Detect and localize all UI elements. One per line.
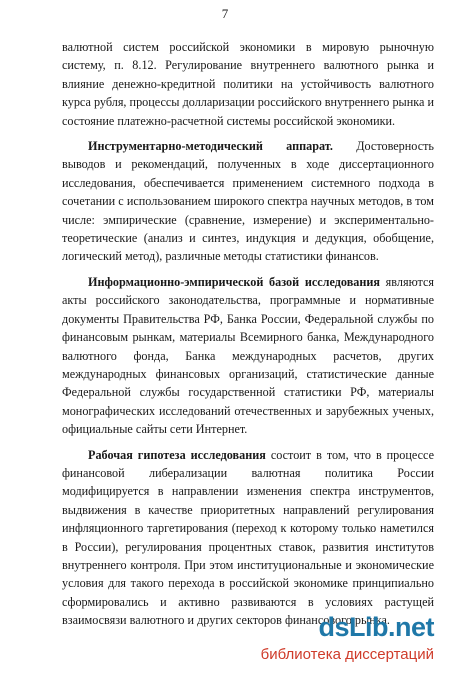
watermark-logo: dsLib.net (318, 612, 434, 642)
watermark-caption: библиотека диссертаций (260, 646, 434, 663)
watermark (238, 612, 438, 672)
paragraph-methodology (62, 137, 434, 266)
hypothesis-term: Рабочая гипотеза исследования (88, 447, 266, 462)
information-base-term: Информационно-эмпирической базой исследования (88, 274, 381, 289)
information-base-text: являются акты российского законодательства, программные и нормативные документы Правительства РФ, Банка России, Федеральной службы по финансовым рынкам, материалы Всемирного банка, Международного валютного фонда, Банка международных расчетов, других международных финансовых организаций, статистические данные Федеральной службы государственной статистики РФ, материалы монографических исследований отечественных и зарубежных ученых, официальные сайты сети Интернет. (62, 274, 435, 437)
paragraph-continuation: валютной систем российской экономики в мировую рыночную систему, п. 8.12. Регулирование внутреннего валютного рынка и влияние денежно-кредитной политики на устойчивость валютного курса рубля, процессы долларизации российского внутреннего рынка и состояние платежно-расчетной системы российской экономики. (62, 40, 434, 128)
methodology-text: Достоверность выводов и рекомендаций, полученных в ходе диссертационного исследования, обеспечивается применением системного подхода в сочетании с использованием широкого спектра научных методов, в том числе: эмпирические (сравнение, измерение) и экспериментально-теоретические (анализ и синтез, индукция и дедукция, обобщение, логический метод), различные методы статистики финансов. (62, 139, 434, 264)
paragraph-information-base (62, 273, 434, 439)
methodology-term: Инструментарно-методический аппарат. (88, 139, 333, 154)
paragraph-hypothesis (62, 446, 434, 630)
hypothesis-text: состоит в том, что в процессе финансовой либерализации валютная политика России модифицируется в направлении изменения спектра инструментов, выдвижения в качестве приоритетных направлений регулирования инфляционного таргетирования (переход к которому только наметился в России), регулирования процентных ставок, развития институтов внутреннего контроля. При этом институциональные и экономические условия для такого перехода в российской экономике принципиально сформировались и активно развиваются в условиях растущей взаимосвязи валютного и других секторов финансового рынка. (62, 447, 434, 628)
document-body (62, 38, 434, 630)
page-number: 7 (221, 6, 229, 21)
